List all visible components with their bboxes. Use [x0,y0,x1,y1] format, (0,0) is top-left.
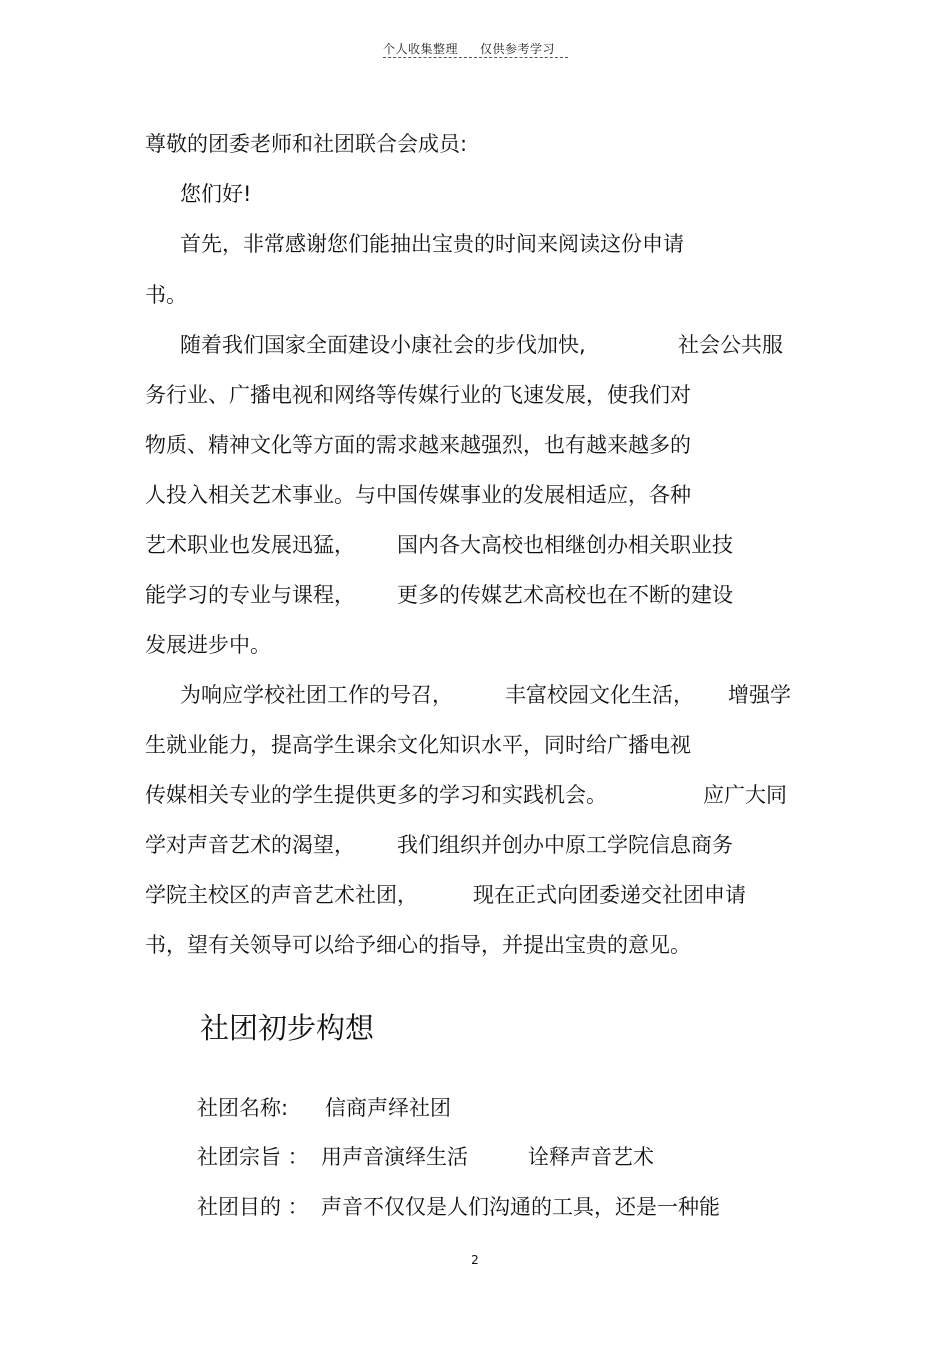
paragraph-2-line-6 [145,581,785,609]
paragraph-3-line-5-a: 学院主校区的声音艺术社团， [145,883,418,907]
paragraph-2-line-5-b: 国内各大高校也相继创办相关职业技 [397,533,733,557]
club-name-label: 社团名称: [197,1096,289,1120]
club-goal-value: 声音不仅仅是人们沟通的工具，还是一种能 [321,1195,720,1219]
paragraph-2-line-6-b: 更多的传媒艺术高校也在不断的建设 [397,583,733,607]
paragraph-3-line-6: 书，望有关领导可以给予细心的指导，并提出宝贵的意见。 [145,933,691,957]
paragraph-2-line-2: 务行业、广播电视和网络等传媒行业的飞速发展，使我们对 [145,383,691,407]
salutation: 尊敬的团委老师和社团联合会成员: [145,132,468,156]
club-goal-label: 社团目的 ： [197,1195,309,1219]
paragraph-2-line-1-a: 随着我们国家全面建设小康社会的步伐加快, [180,333,586,357]
paragraph-3-line-5-b: 现在正式向团委递交社团申请 [473,883,746,907]
paragraph-2-line-3: 物质、精神文化等方面的需求越来越强烈，也有越来越多的 [145,433,691,457]
club-purpose-value-a: 用声音演绎生活 [321,1145,468,1169]
paragraph-3-line-2: 生就业能力，提高学生课余文化知识水平，同时给广播电视 [145,733,691,757]
paragraph-3-line-1-b: 丰富校园文化生活， [505,683,694,707]
club-name-value: 信商声绎社团 [325,1096,451,1120]
paragraph-3-line-3-b: 应广大同 [703,783,787,807]
paragraph-2-line-5-a: 艺术职业也发展迅猛， [145,533,355,557]
paragraph-3-line-3 [145,781,805,809]
club-name-row [197,1094,517,1122]
page-header [383,36,568,58]
header-left-text: 个人收集整理 [383,42,459,56]
paragraph-1-line-2: 书。 [145,283,187,307]
page-number: 2 [471,1253,479,1267]
greeting: 您们好! [180,182,252,206]
paragraph-3-line-4 [145,831,785,859]
paragraph-3-line-4-a: 学对声音艺术的渴望， [145,833,355,857]
paragraph-3-line-4-b: 我们组织并创办中原工学院信息商务 [397,833,733,857]
paragraph-2-line-1 [180,331,800,359]
paragraph-3-line-1-c: 增强学 [728,683,791,707]
paragraph-2-line-1-b: 社会公共服 [678,333,783,357]
header-right-text: 仅供参考学习 [480,42,556,56]
paragraph-1-line-1: 首先，非常感谢您们能抽出宝贵的时间来阅读这份申请 [180,232,684,256]
paragraph-2-line-7: 发展进步中。 [145,633,271,657]
paragraph-3-line-5 [145,881,785,909]
paragraph-3-line-1-a: 为响应学校社团工作的号召， [180,683,453,707]
club-purpose-value-b: 诠释声音艺术 [528,1145,654,1169]
club-purpose-row [197,1143,717,1171]
club-goal-row [197,1193,777,1221]
paragraph-3-line-1 [180,681,800,709]
paragraph-3-line-3-a: 传媒相关专业的学生提供更多的学习和实践机会。 [145,783,607,807]
paragraph-2-line-6-a: 能学习的专业与课程， [145,583,355,607]
section-title: 社团初步构想 [200,1011,375,1045]
club-purpose-label: 社团宗旨 ： [197,1145,309,1169]
paragraph-2-line-5 [145,531,785,559]
paragraph-2-line-4: 人投入相关艺术事业。与中国传媒事业的发展相适应，各种 [145,483,691,507]
